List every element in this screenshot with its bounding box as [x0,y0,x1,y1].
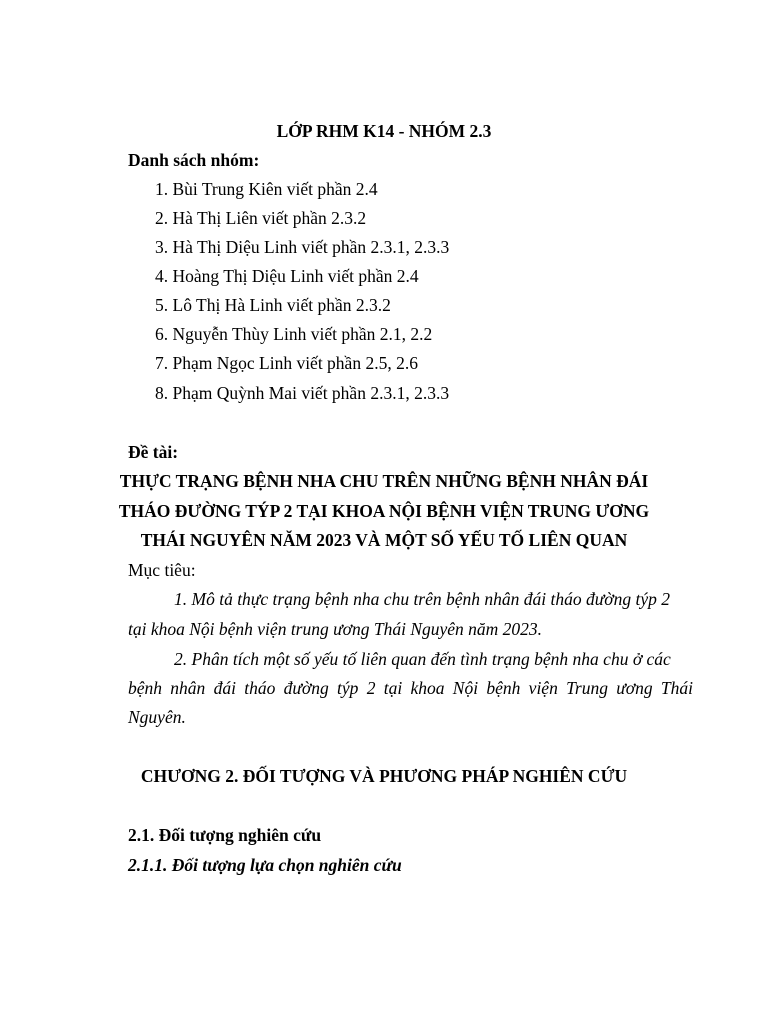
section-heading: 2.1. Đối tượng nghiên cứu [128,825,322,845]
objective-1-line-2: tại khoa Nội bệnh viện trung ương Thái Nguyên năm 2023. [128,619,543,639]
member-item: 4. Hoàng Thị Diệu Linh viết phần 2.4 [155,266,419,286]
topic-title-line: THÁO ĐƯỜNG TÝP 2 TẠI KHOA NỘI BỆNH VIỆN TRUNG ƯƠNG [118,501,650,521]
member-item: 3. Hà Thị Diệu Linh viết phần 2.3.1, 2.3.3 [155,237,450,257]
topic-title-line: THÁI NGUYÊN NĂM 2023 VÀ MỘT SỐ YẾU TỐ LIÊN QUAN [140,530,628,550]
objective-2-line-2: bệnh nhân đái tháo đường týp 2 tại khoa Nội bệnh viện Trung ương Thái [128,678,693,698]
topic-label: Đề tài: [128,442,179,462]
subsection-heading: 2.1.1. Đối tượng lựa chọn nghiên cứu [128,855,402,875]
chapter-title: CHƯƠNG 2. ĐỐI TƯỢNG VÀ PHƯƠNG PHÁP NGHIÊN CỨU [140,766,628,786]
objective-2-line-1: 2. Phân tích một số yếu tố liên quan đến tình trạng bệnh nha chu ở các [174,649,671,669]
member-item: 7. Phạm Ngọc Linh viết phần 2.5, 2.6 [155,353,418,373]
member-item: 8. Phạm Quỳnh Mai viết phần 2.3.1, 2.3.3 [155,383,450,403]
member-item: 1. Bùi Trung Kiên viết phần 2.4 [155,179,378,199]
member-item: 6. Nguyễn Thùy Linh viết phần 2.1, 2.2 [155,324,433,344]
member-item: 5. Lô Thị Hà Linh viết phần 2.3.2 [155,295,391,315]
objective-1-line-1: 1. Mô tả thực trạng bệnh nha chu trên bệnh nhân đái tháo đường týp 2 [174,589,671,609]
topic-title-line: THỰC TRẠNG BỆNH NHA CHU TRÊN NHỮNG BỆNH NHÂN ĐÁI [119,471,649,491]
objective-2-line-3: Nguyên. [128,707,186,727]
member-item: 2. Hà Thị Liên viết phần 2.3.2 [155,208,367,228]
class-title: LỚP RHM K14 - NHÓM 2.3 [276,121,492,141]
group-list-label: Danh sách nhóm: [128,150,260,170]
objectives-label: Mục tiêu: [128,560,196,580]
